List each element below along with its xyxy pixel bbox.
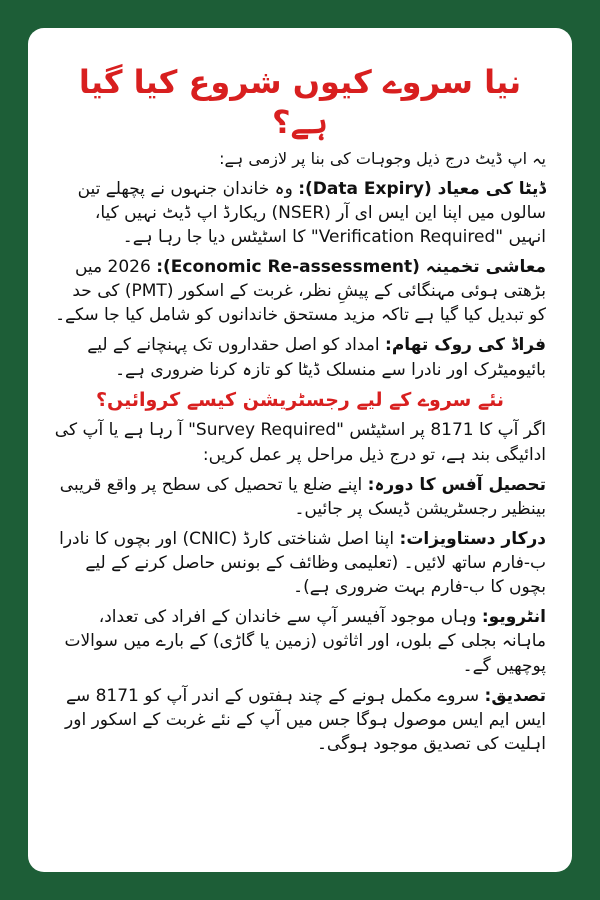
step-text: اپنے ضلع یا تحصیل کی سطح پر واقع قریبی بینظیر رجسٹریشن ڈیسک پر جائیں۔ [59,474,546,519]
step-label: تصدیق: [484,685,546,706]
step-label: تحصیل آفس کا دورہ: [367,474,546,495]
step-verification [54,684,546,756]
section-subtitle: نئے سروے کے لیے رجسٹریشن کیسے کروائیں؟ [96,388,504,411]
reason-label: ڈیٹا کی معیاد (Data Expiry): [298,178,546,199]
reason-text: امداد کو اصل حقداروں تک پہنچانے کے لیے بائیومیٹرک اور نادرا سے منسلک ڈیٹا کو تازہ کرنا ضروری ہے۔ [87,335,546,380]
step-text: اپنا اصل شناختی کارڈ (CNIC) اور بچوں کا نادرا ب-فارم ساتھ لائیں۔ (تعلیمی وظائف کے بونس حاصل کرنے کے لیے بچوں کا ب-فارم بہت ضروری ہے)۔ [59,528,546,598]
step-label: انٹرویو: [481,607,546,628]
step-tehsil-office [54,473,546,521]
page-title: نیا سروے کیوں شروع کیا گیا ہے؟ [78,63,522,141]
step-interview [54,605,546,677]
reason-fraud-prevention [54,333,546,381]
reason-data-expiry [54,177,546,249]
step-text: وہاں موجود آفیسر آپ سے خاندان کے افراد کی تعداد، ماہانہ بجلی کے بلوں، اور اثاثوں (زمین یا گاڑی) کے بارے میں سوالات پوچھیں گے۔ [64,607,546,676]
intro-text: یہ اپ ڈیٹ درج ذیل وجوہات کی بنا پر لازمی ہے: [219,149,546,168]
reason-label: فراڈ کی روک تھام: [385,335,546,356]
reason-text: 2026 میں بڑھتی ہوئی مہنگائی کے پیشِ نظر، غربت کے اسکور (PMT) کی حد کو تبدیل کیا گیا ہے تاکہ مزید مستحق خاندانوں کو شامل کیا جا سکے۔ [55,257,546,326]
steps-intro: اگر آپ کا 8171 پر اسٹیٹس "Survey Required" آ رہا ہے یا آپ کی ادائیگی بند ہے، تو درج ذیل مراحل پر عمل کریں: [54,420,546,465]
reason-label: معاشی تخمینہ (Economic Re-assessment): [156,257,546,278]
step-text: سروے مکمل ہونے کے چند ہفتوں کے اندر آپ کو 8171 سے ایس ایم ایس موصول ہوگا جس میں آپ کے نئے غربت کے اسکور اور اہلیت کی تصدیق موجود ہوگی۔ [65,685,546,754]
step-documents [54,527,546,599]
reason-economic-reassessment [54,255,546,327]
reason-text: وہ خاندان جنہوں نے پچھلے تین سالوں میں اپنا این ایس ای آر (NSER) ریکارڈ اپ ڈیٹ نہیں کیا، انہیں "Verification Required" کا اسٹیٹس دیا جا رہا ہے۔ [77,178,546,247]
info-card [28,28,572,872]
step-label: درکار دستاویزات: [399,528,546,549]
